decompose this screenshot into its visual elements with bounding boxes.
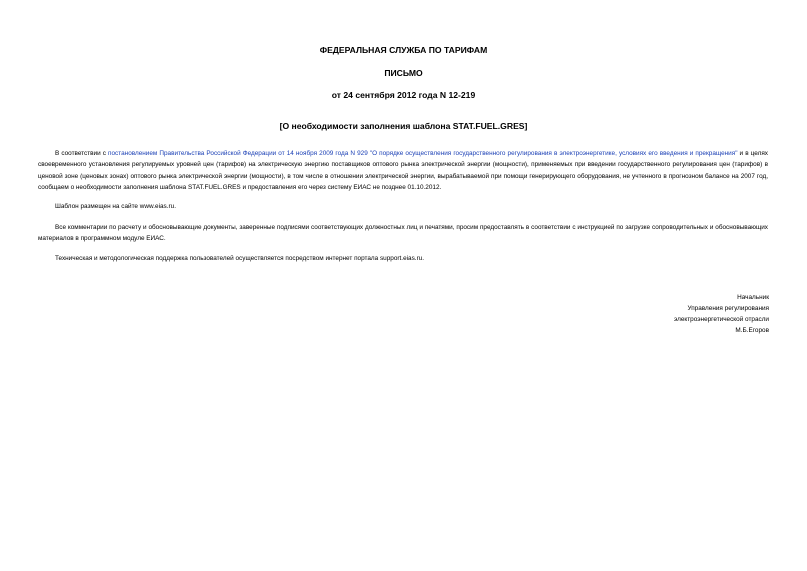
document-date-number: от 24 сентября 2012 года N 12-219 (331, 90, 476, 100)
government-decree-link[interactable]: постановлением Правительства Российской Федерации от 14 ноября 2009 года N 929 "О порядке осуществления государственного регулирования в электроэнергетике, условиях его введения и прекращения" (108, 150, 738, 157)
signature-position: Начальник (737, 294, 769, 301)
paragraph-3-text: Все комментарии по расчету и обосновывающие документы, заверенные подписями соответствующих должностных лиц и печатями, просим предоставлять в соответствии с инструкцией по загрузке сопроводительных и обосновывающих материалов в программном модуле ЕИАС. (38, 224, 768, 243)
paragraph-1-text (38, 148, 768, 194)
paragraph-1-rest: и в целях своевременного установления регулируемых уровней цен (тарифов) на электрическую энергию поставщиков оптового рынка электрической энергии (мощности), применяемых при введении государственного регулирования цен (тарифов) в ценовой зоне (ценовых зонах) оптового рынка электрической энергии (мощности), в том числе в отношении электрической энергии, вырабатываемой при помощи генерирующего оборудования, не учтенного в прогнозном балансе на 2007 год, сообщаем о необходимости заполнения шаблона STAT.FUEL.GRES и предоставления его через систему ЕИАС не позднее 01.10.2012. (38, 150, 768, 192)
paragraph-4-text: Техническая и методологическая поддержка пользователей осуществляется посредством интернет портала support.eias.ru. (55, 255, 425, 262)
paragraph-3 (38, 222, 768, 245)
signature-department: Управления регулирования (687, 305, 769, 312)
paragraph-1 (38, 148, 768, 194)
agency-heading: ФЕДЕРАЛЬНАЯ СЛУЖБА ПО ТАРИФАМ (319, 45, 488, 55)
signature-department-2: электроэнергетической отрасли (673, 316, 769, 323)
paragraph-1-lead: В соответствии с (55, 150, 109, 157)
signature-name: М.Б.Егоров (735, 327, 769, 334)
document-type-heading: ПИСЬМО (384, 68, 423, 78)
paragraph-4 (38, 253, 768, 264)
signature-block (674, 292, 769, 336)
paragraph-2-text: Шаблон размещен на сайте www.eias.ru. (55, 203, 176, 210)
document-subject: [О необходимости заполнения шаблона STAT.FUEL.GRES] (279, 121, 528, 131)
paragraph-2 (38, 201, 768, 212)
